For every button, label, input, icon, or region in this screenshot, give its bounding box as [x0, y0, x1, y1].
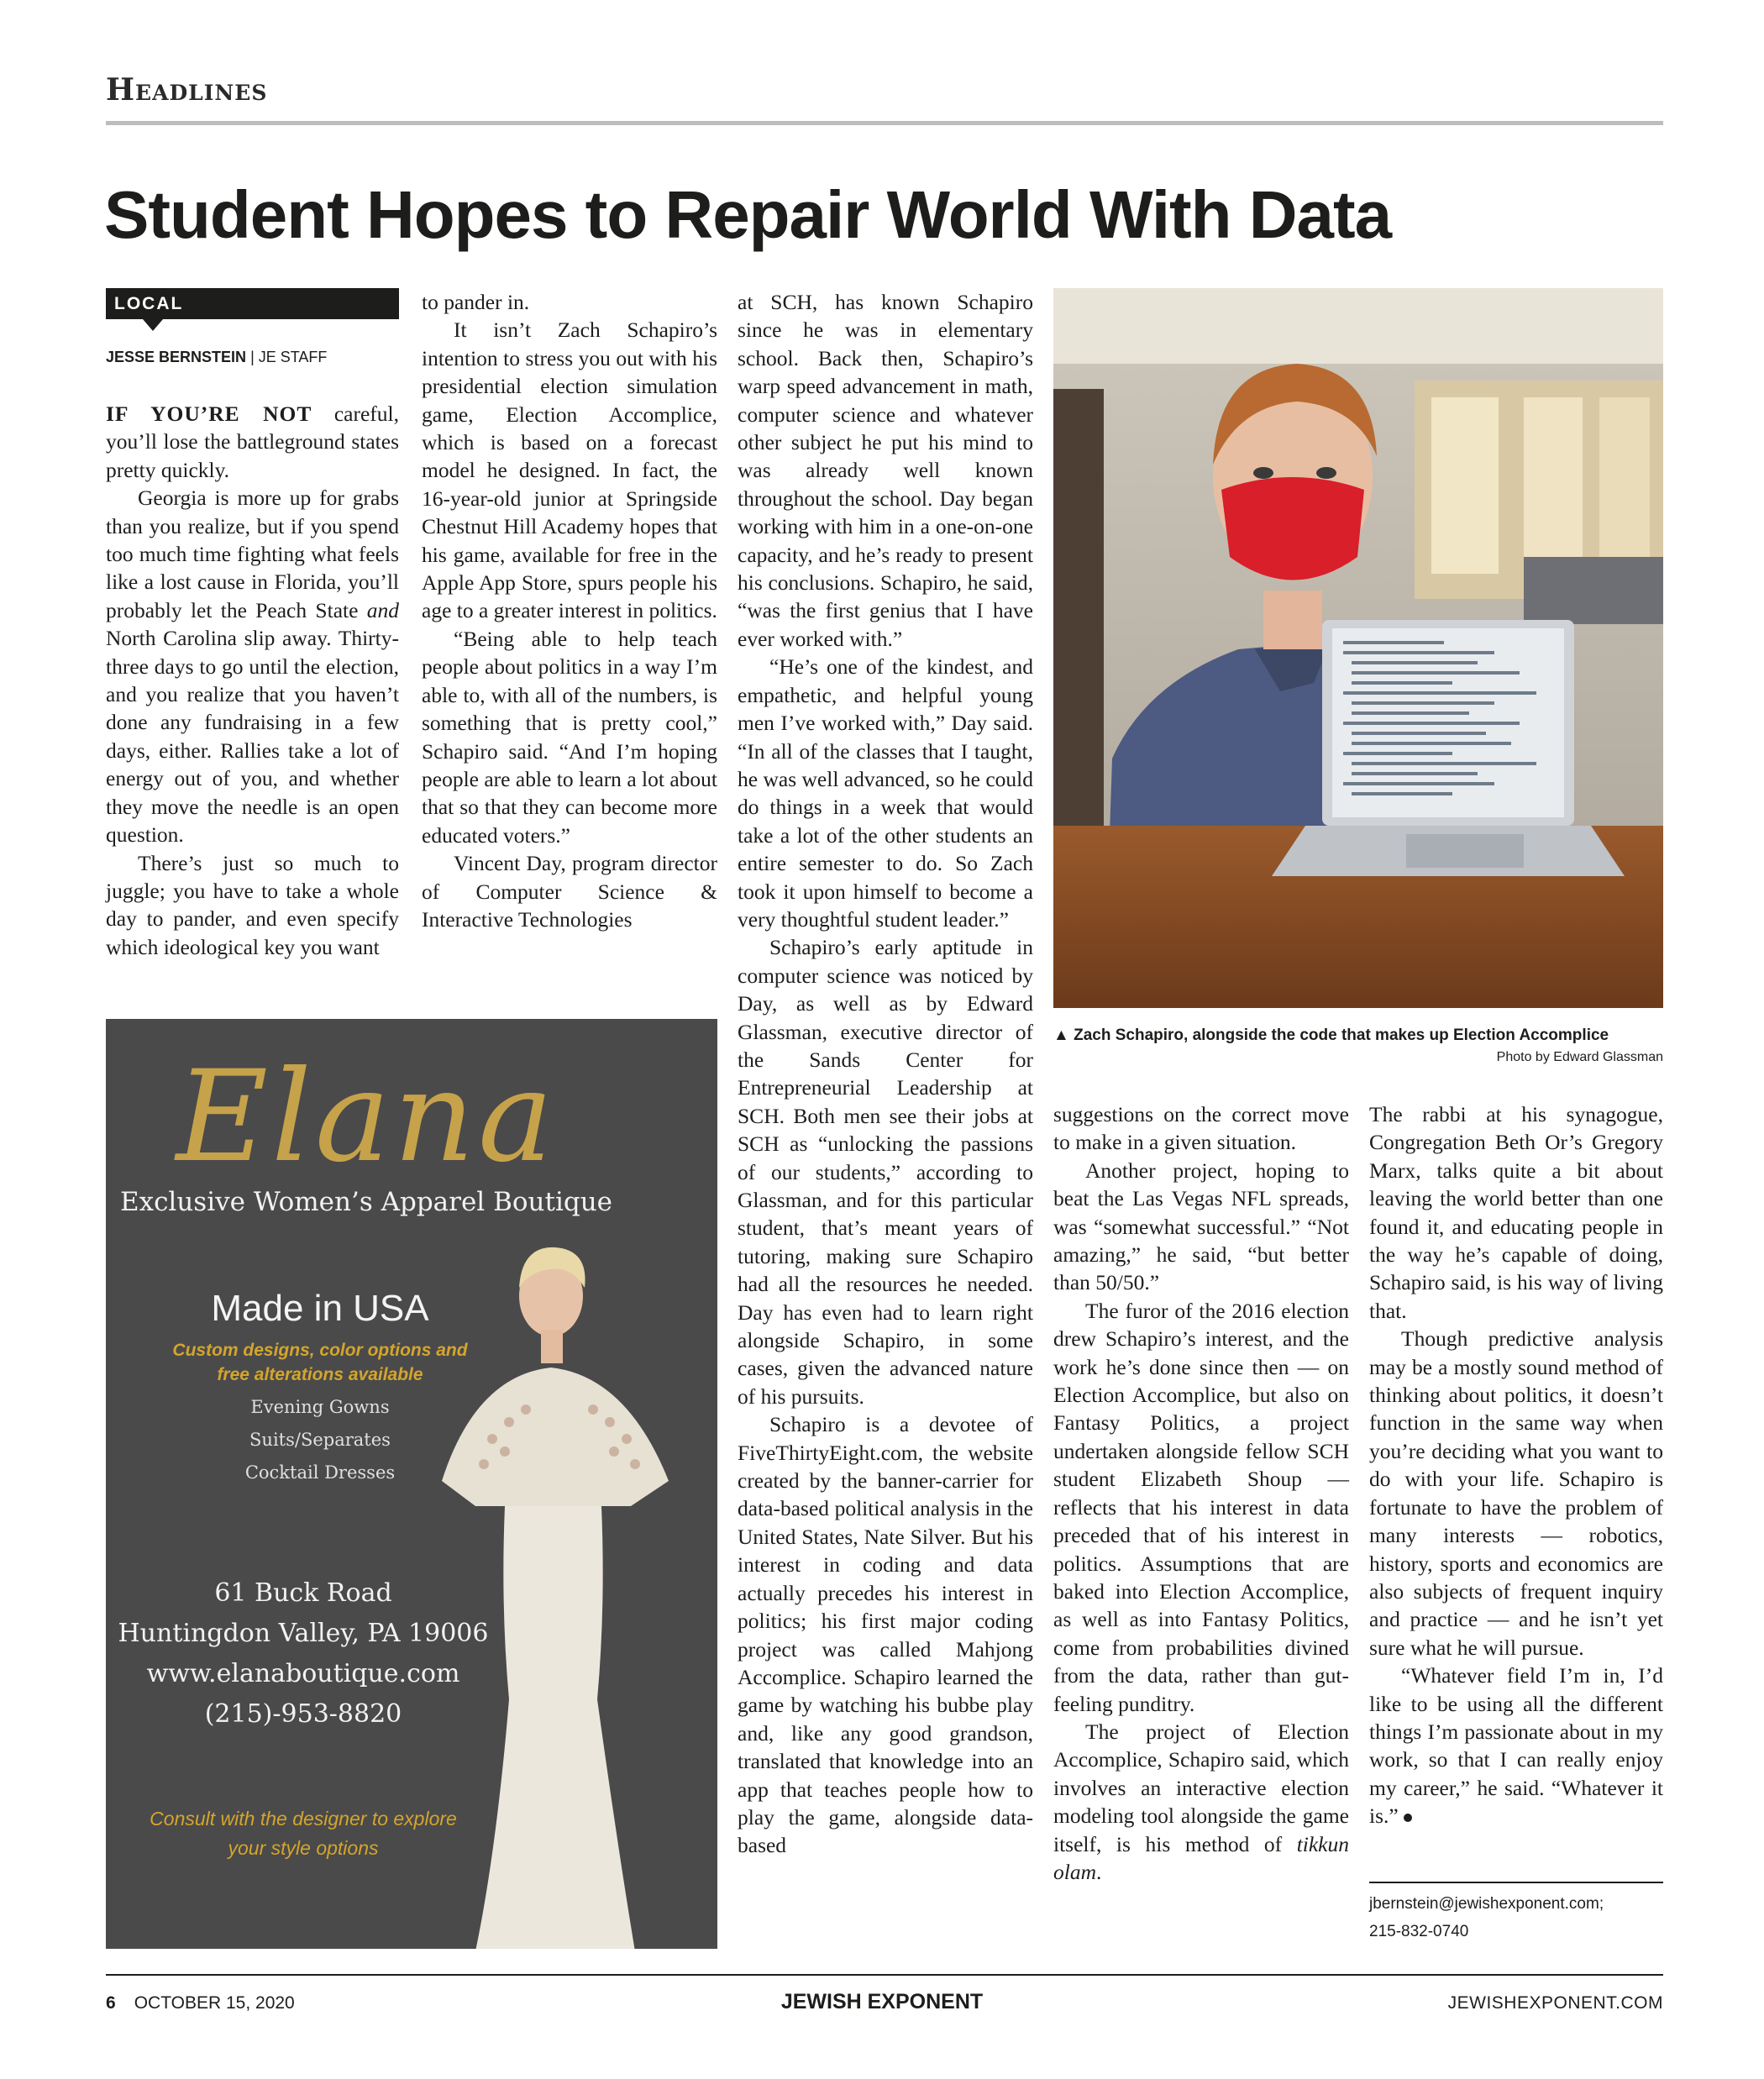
- caret-up-icon: ▲: [1053, 1026, 1069, 1044]
- ad-product-list: [106, 1391, 534, 1489]
- article-column-1: [106, 400, 399, 961]
- paragraph: The rabbi at his synagogue, Congregation Beth Or’s Gregory Marx, talks quite a bit about leaving the world better than one found it, and educating people in the way he’s capable of doing, Schapiro said, is his way of living that.: [1369, 1102, 1663, 1323]
- ad-city: Huntingdon Valley, PA 19006: [118, 1619, 489, 1648]
- paragraph-text: careful, you’ll lose the battleground states pretty quickly.: [106, 402, 399, 482]
- footer-rule: [106, 1974, 1663, 1976]
- ad-subtitle: Exclusive Women’s Apparel Boutique: [119, 1187, 613, 1217]
- article-column-4: [1053, 1100, 1349, 1886]
- paragraph: suggestions on the correct move to make in a given situation.: [1053, 1102, 1349, 1155]
- paragraph: It isn’t Zach Schapiro’s intention to stress you out with his presidential election simulation game, Election Accomplice, which is based on a forecast model he designed. In fact, the 16-year-old junior at Springside Chestnut Hill Academy hopes that his game, available for free in the Apple App Store, spurs people his age to a greater interest in politics.: [422, 318, 717, 623]
- paragraph: to pander in.: [422, 290, 530, 314]
- emphasis: and: [366, 597, 399, 622]
- section-header: Headlines: [106, 72, 268, 108]
- publication-website[interactable]: JEWISHEXPONENT.COM: [1447, 1993, 1663, 2013]
- emphasis: tikkun olam: [1053, 1831, 1349, 1884]
- paragraph: [106, 400, 399, 484]
- byline: [106, 349, 327, 366]
- article-photo: [1053, 288, 1663, 1008]
- contact-rule: [1369, 1882, 1663, 1883]
- photo-caption: [1053, 1026, 1663, 1045]
- ad-custom-line: free alterations available: [217, 1365, 423, 1384]
- paragraph: [1369, 1662, 1663, 1830]
- ad-custom-line: Custom designs, color options and: [172, 1341, 468, 1360]
- paragraph: “He’s one of the kindest, and empathetic, and helpful young men I’ve worked with,” Day said. “In all of the classes that I taught, he was well advanced, so he could do things in a week that would take a lot of the other students an entire semester to do. So Zach took it upon himself to become a very thoughtful student leader.”: [738, 654, 1033, 932]
- paragraph: There’s just so much to juggle; you have to take a whole day to pander, and even specify which ideological key you want: [106, 850, 399, 959]
- end-mark-icon: [1404, 1814, 1412, 1822]
- ad-phone: (215)-953-8820: [204, 1699, 402, 1729]
- byline-name: JESSE BERNSTEIN: [106, 349, 247, 365]
- photo-illustration: [1053, 288, 1663, 1008]
- author-contact: [1369, 1890, 1663, 1945]
- paragraph-text: “Whatever field I’m in, I’d like to be using all the different things I’m passionate about in my work, so that I can really enjoy my career,” he said. “Whatever it is.”: [1369, 1663, 1663, 1829]
- paragraph: Another project, hoping to beat the Las Vegas NFL spreads, was “somewhat successful.” “Not amazing,” he said, “but better than 50/50.”: [1053, 1158, 1349, 1295]
- paragraph: Schapiro’s early aptitude in computer science was noticed by Day, as well as by Edward Glassman, executive director of the Sands Center for Entrepreneurial Leadership at SCH. Both men see their jobs at SCH as “unlocking the passions of our students,” according to Glassman, and for this particular student, that’s meant years of tutoring, making sure Schapiro had all the resources he needed. Day has even had to learn right alongside Schapiro, in some cases, given the advanced nature of his pursuits.: [738, 935, 1033, 1409]
- ad-product-item: Evening Gowns: [250, 1397, 390, 1417]
- article-column-5: [1369, 1100, 1663, 1830]
- ad-address: [106, 1573, 501, 1735]
- headline: Student Hopes to Repair World With Data: [104, 177, 1392, 252]
- ad-made-in-usa: Made in USA: [211, 1288, 429, 1329]
- paragraph-text: .: [1096, 1859, 1102, 1884]
- paragraph: at SCH, has known Schapiro since he was in elementary school. Back then, Schapiro’s warp speed advancement in math, computer science and whatever other subject he put his mind to was already well known throughout the school. Day began working with him in a one-on-one capacity, and he’s ready to present his conclusions. Schapiro, he said, “was the first genius that I have ever worked with.”: [738, 290, 1033, 651]
- category-tag: LOCAL: [106, 288, 399, 319]
- paragraph: Though predictive analysis may be a mostly sound method of thinking about politics, it doesn’t function in the same way when you’re deciding what you want to do with your life. Schapiro is fortunate to have the problem of many interests — robotics, history, sports and economics are also subjects of frequent inquiry and practice — and he isn’t yet sure what he will pursue.: [1369, 1326, 1663, 1660]
- ad-product-item: Cocktail Dresses: [244, 1462, 396, 1483]
- issue-date: OCTOBER 15, 2020: [134, 1993, 295, 2013]
- author-email[interactable]: jbernstein@jewishexponent.com;: [1369, 1895, 1604, 1913]
- page-number: 6: [106, 1993, 116, 2013]
- section-rule: [106, 121, 1663, 125]
- photo-credit: Photo by Edward Glassman: [1496, 1050, 1663, 1064]
- ad-website[interactable]: www.elanaboutique.com: [146, 1659, 460, 1688]
- paragraph-text: The project of Election Accomplice, Schapiro said, which involves an interactive election modeling tool alongside the game itself, is his method of: [1053, 1719, 1349, 1856]
- caption-text: Zach Schapiro, alongside the code that makes up Election Accomplice: [1074, 1026, 1609, 1044]
- ad-consult-note: [106, 1804, 501, 1863]
- ad-consult-line: your style options: [228, 1837, 379, 1859]
- ad-consult-line: Consult with the designer to explore: [150, 1808, 457, 1830]
- tag-notch: [143, 319, 163, 331]
- paragraph: [1053, 1718, 1349, 1886]
- byline-role: | JE STAFF: [250, 349, 328, 365]
- ad-product-item: Suits/Separates: [249, 1430, 391, 1450]
- advertisement: [106, 1019, 717, 1949]
- paragraph: “Being able to help teach people about politics in a way I’m able to, with all of the numbers, is something that is pretty cool,” Schapiro said. “And I’m hoping people are able to learn a lot about that so that they can become more educated voters.”: [422, 626, 717, 848]
- paragraph: Vincent Day, program director of Computer Science & Interactive Technologies: [422, 851, 717, 932]
- paragraph-text: Georgia is more up for grabs than you realize, but if you spend too much time fighting what feels like a lost cause in Florida, you’ll probably let the Peach State: [106, 486, 399, 622]
- paragraph-text: North Carolina slip away. Thirty-three days to go until the election, and you realize that you haven’t done any fundraising in a few days, either. Rallies take a lot of energy out of you, and whether they move the needle is an open question.: [106, 626, 399, 848]
- paragraph: Schapiro is a devotee of FiveThirtyEight.com, the website created by the banner-carrier for data-based political analysis in the United States, Nate Silver. But his interest in coding and data actually precedes his interest in politics; his first major coding project was called Mahjong Accomplice. Schapiro learned the game by watching his bubbe play and, like any good grandson, translated that knowledge into an app that teaches people how to play the game, alongside data-based: [738, 1412, 1033, 1858]
- ad-brand-logo: Elana: [176, 1044, 557, 1190]
- lead-in: IF YOU’RE NOT: [106, 402, 312, 426]
- ad-street: 61 Buck Road: [214, 1578, 392, 1608]
- paragraph: [106, 484, 399, 848]
- article-column-3: [738, 288, 1033, 1860]
- author-phone: 215-832-0740: [1369, 1923, 1469, 1940]
- publication-name: JEWISH EXPONENT: [780, 1990, 984, 2013]
- paragraph: The furor of the 2016 election drew Schapiro’s interest, and the work he’s done since then — on Election Accomplice, but also on Fantasy Politics, a project undertaken alongside fellow SCH student Elizabeth Shoup — reflects that his interest in data preceded that of his interest in politics. Assumptions that are baked into Election Accomplice, as well as into Fantasy Politics, come from probabilities divined from the data, rather than gut-feeling punditry.: [1053, 1298, 1349, 1716]
- ad-custom-note: [106, 1338, 534, 1387]
- article-column-2: [422, 288, 717, 933]
